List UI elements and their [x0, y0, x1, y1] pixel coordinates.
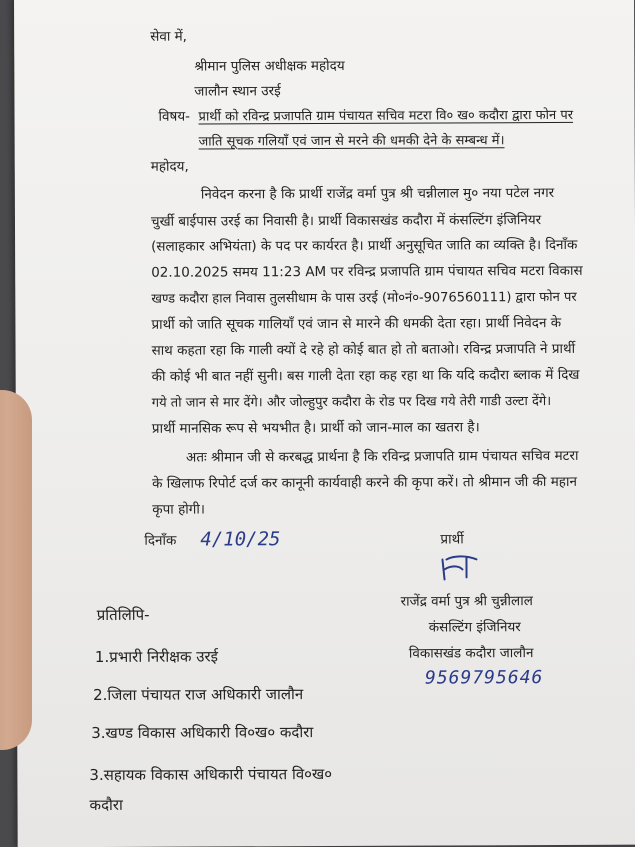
subject-line1: प्रार्थी को रविन्द्र प्रजापति ग्राम पंचायत सचिव मटरा वि० ख० कदौरा द्वारा फोन पर	[198, 107, 574, 125]
letter-page	[14, 0, 635, 847]
signature	[436, 553, 480, 585]
request-line: के खिलाफ रिपोर्ट दर्ज कर कानूनी कार्यवाही करने की कृपा करें। तो श्रीमान जी की महान	[152, 473, 577, 492]
body-line: निवेदन करना है कि प्रार्थी राजेंद्र वर्मा पुत्र श्री चन्नीलाल मु० नया पटेल नगर	[200, 184, 555, 203]
request-line: अतः श्रीमान जी से करबद्ध प्रार्थना है कि रविन्द्र प्रजापति ग्राम पंचायत सचिव मटरा	[185, 447, 579, 466]
date-label: दिनाँक	[144, 532, 177, 549]
body-line: की कोई भी बात नहीं सुनी। बस गाली देता रहा कह रहा था कि यदि कदौरा ब्लाक में दिख	[151, 366, 580, 385]
subject-line2: जाति सूचक गलियाँ एवं जान से मरने की धमकी देने के सम्बन्ध में।	[198, 133, 505, 150]
copy-heading: प्रतिलिपि-	[96, 605, 150, 624]
body-line: गये तो जान से मार देंगे। और जोल्हुपुर कदौरा के रोड पर दिख गये तेरी गाडी उल्टा देंगे।	[151, 394, 552, 411]
date-handwritten: 4/10/25	[200, 528, 281, 551]
body-line: चुर्खी बाईपास उरई का निवासी है। प्रार्थी विकासखंड कदौरा में कंसल्टिंग इंजिनियर	[150, 212, 542, 230]
body-line: खण्ड कदौरा हाल निवास तुलसीधाम के पास उरई (मो०नं०-9076560111) द्वारा फोन पर	[151, 289, 577, 307]
applicant-name: राजेंद्र वर्मा पुत्र श्री चुन्नीलाल	[400, 593, 533, 610]
copy-item: 3.खण्ड विकास अधिकारी वि०ख० कदौरा	[91, 723, 314, 743]
copy-item: 1.प्रभारी निरीक्षक उरई	[94, 647, 218, 667]
addressee-line1: श्रीमान पुलिस अधीक्षक महोदय	[194, 57, 345, 75]
body-line: साथ कहता रहा कि गाली क्यों दे रहे हो कोई बात हो तो बताओ। रविन्द्र प्रजापति ने प्रार्थी	[151, 340, 576, 359]
request-line: कृपा होगी।	[152, 501, 205, 518]
applicant-label: प्रार्थी	[440, 531, 464, 548]
applicant-phone: 9569795646	[424, 667, 544, 689]
applicant-office: विकासखंड कदौरा जालौन	[408, 645, 534, 662]
greeting: महोदय,	[150, 158, 189, 175]
thumb	[0, 390, 32, 750]
copy-item: 2.जिला पंचायत राज अधिकारी जालौन	[93, 685, 304, 705]
body-line: प्रार्थी मानसिक रूप से भयभीत है। प्रार्थी को जान-माल का खतरा है।	[151, 419, 480, 437]
body-line: (सलाहकार अभियंता) के पद पर कार्यरत है। प्रार्थी अनुसूचित जाति का व्यक्ति है। दिनाँक	[151, 236, 578, 255]
copy-item: 3.सहायक विकास अधिकारी पंचायत वि०ख०	[89, 764, 333, 785]
subject-prefix: विषय-	[158, 108, 191, 125]
copy-item: कदौरा	[89, 795, 123, 815]
salutation-to: सेवा में,	[150, 28, 188, 45]
applicant-post: कंसल्टिंग इंजिनियर	[428, 619, 521, 636]
addressee-line2: जालौन स्थान उरई	[194, 83, 281, 100]
body-line: 02.10.2025 समय 11:23 AM पर रविन्द्र प्रजापति ग्राम पंचायत सचिव मटरा विकास	[151, 262, 583, 281]
body-line: प्रार्थी को जाति सूचक गालियाँ एवं जान से मारने की धमकी देता रहा। प्रार्थी निवेदन के	[151, 314, 562, 333]
